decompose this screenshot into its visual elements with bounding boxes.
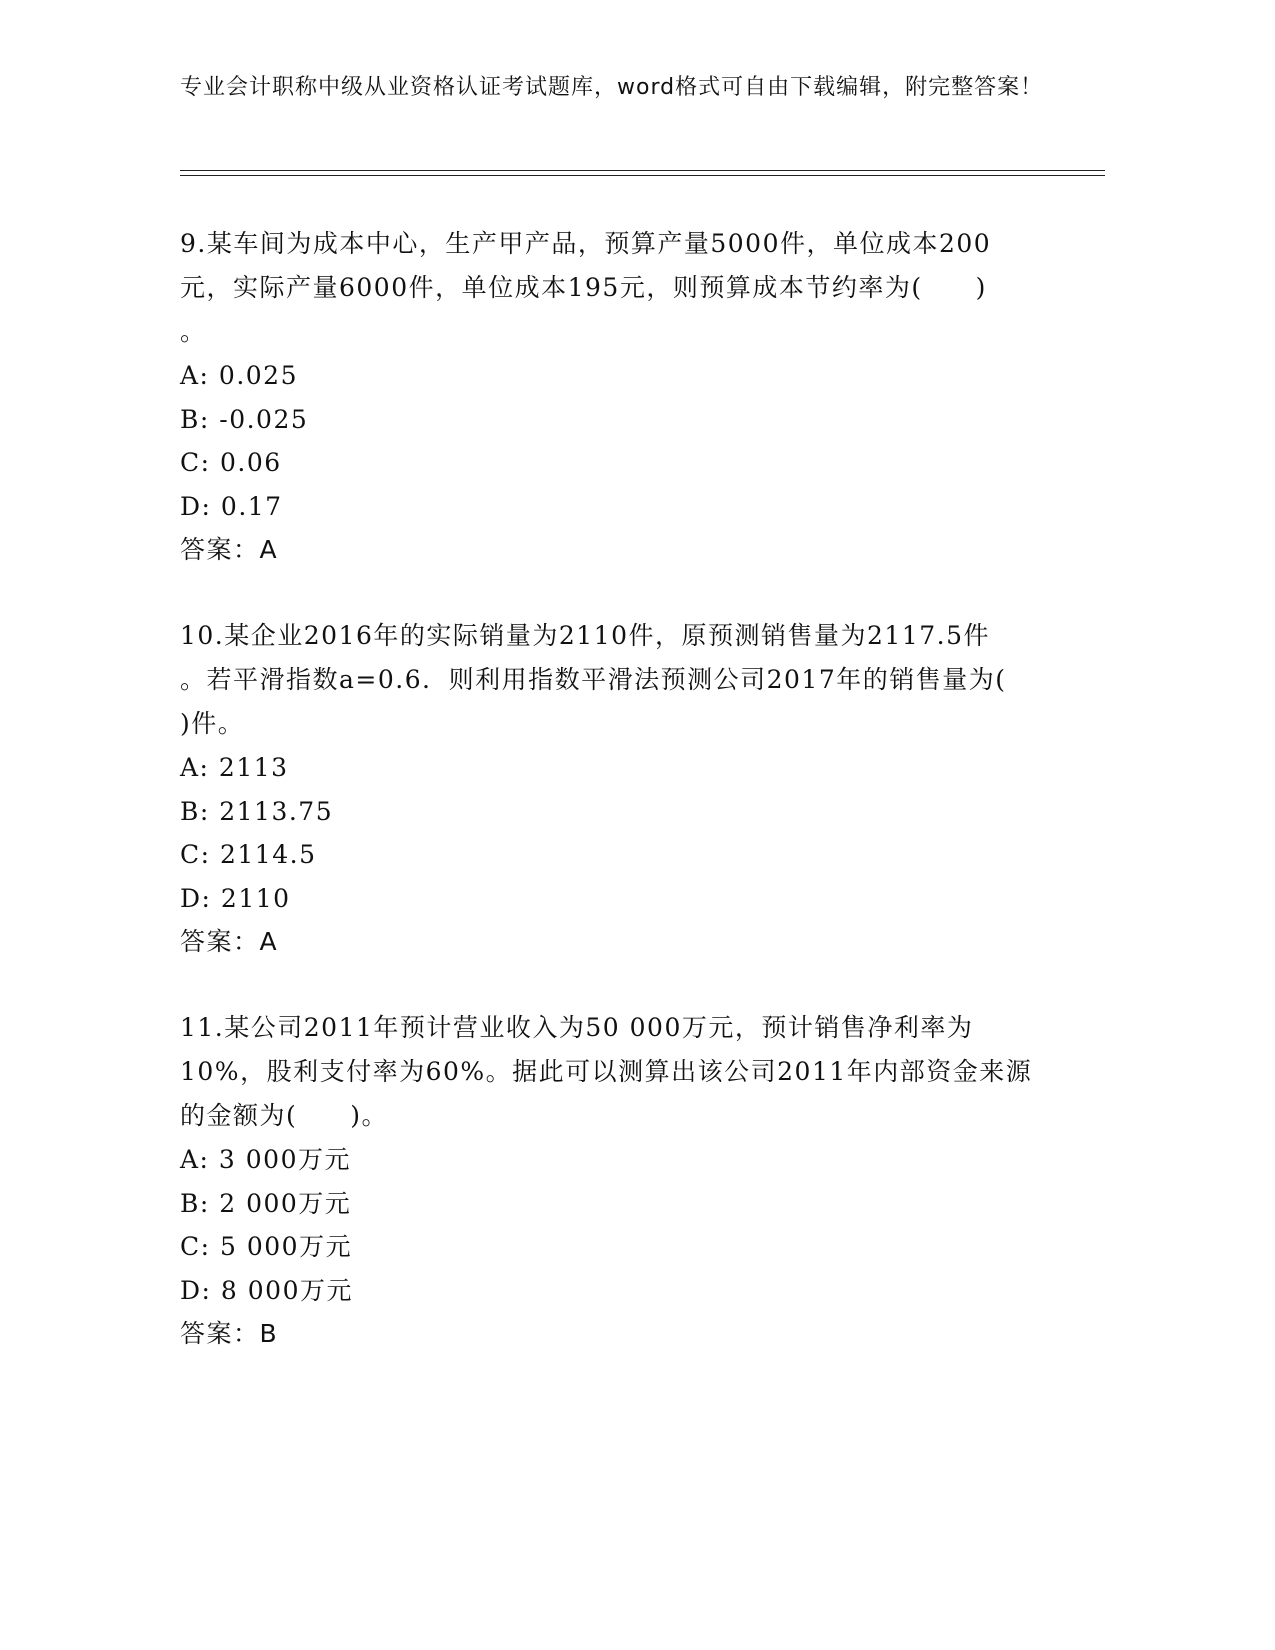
question-stem-line: 11.某公司2011年预计营业收入为50 000万元，预计销售净利率为 [180,1013,974,1042]
answer-line: 答案：A [180,535,279,564]
question-10 [180,614,1040,964]
option-d: D: 0.17 [180,491,283,521]
answer-line: 答案：A [180,927,279,956]
option-b: B: -0.025 [180,404,309,434]
question-stem-line: 10.某企业2016年的实际销量为2110件，原预测销售量为2117.5件 [180,621,990,650]
option-a: A: 0.025 [180,361,298,390]
document-header: 专业会计职称中级从业资格认证考试题库，word格式可自由下载编辑，附完整答案！ [180,75,1044,100]
question-stem-line: 的金额为( )。 [180,1101,389,1130]
question-11 [180,1006,1040,1356]
option-c: C: 5 000万元 [180,1232,353,1261]
question-stem-line: 10%，股利支付率为60%。据此可以测算出该公司2011年内部资金来源 [180,1057,1033,1086]
option-b: B: 2113.75 [180,796,334,826]
option-d: D: 2110 [180,883,291,913]
question-9 [180,222,1040,572]
option-d: D: 8 000万元 [180,1275,353,1305]
question-stem-line: )件。 [180,709,245,738]
header-divider-top [180,170,1105,171]
option-a: A: 2113 [180,753,289,782]
option-c: C: 2114.5 [180,840,317,869]
question-stem-line: 。 [180,317,207,346]
answer-line: 答案：B [180,1319,279,1348]
question-stem-line: 9.某车间为成本中心，生产甲产品，预算产量5000件，单位成本200 [180,229,992,258]
option-c: C: 0.06 [180,448,282,477]
option-a: A: 3 000万元 [180,1145,351,1174]
header-divider-bottom [180,175,1105,176]
option-b: B: 2 000万元 [180,1188,352,1218]
question-stem-line: 。若平滑指数a=0.6．则利用指数平滑法预测公司2017年的销售量为( [180,665,1007,694]
question-stem-line: 元，实际产量6000件，单位成本195元，则预算成本节约率为( ) [180,273,987,302]
